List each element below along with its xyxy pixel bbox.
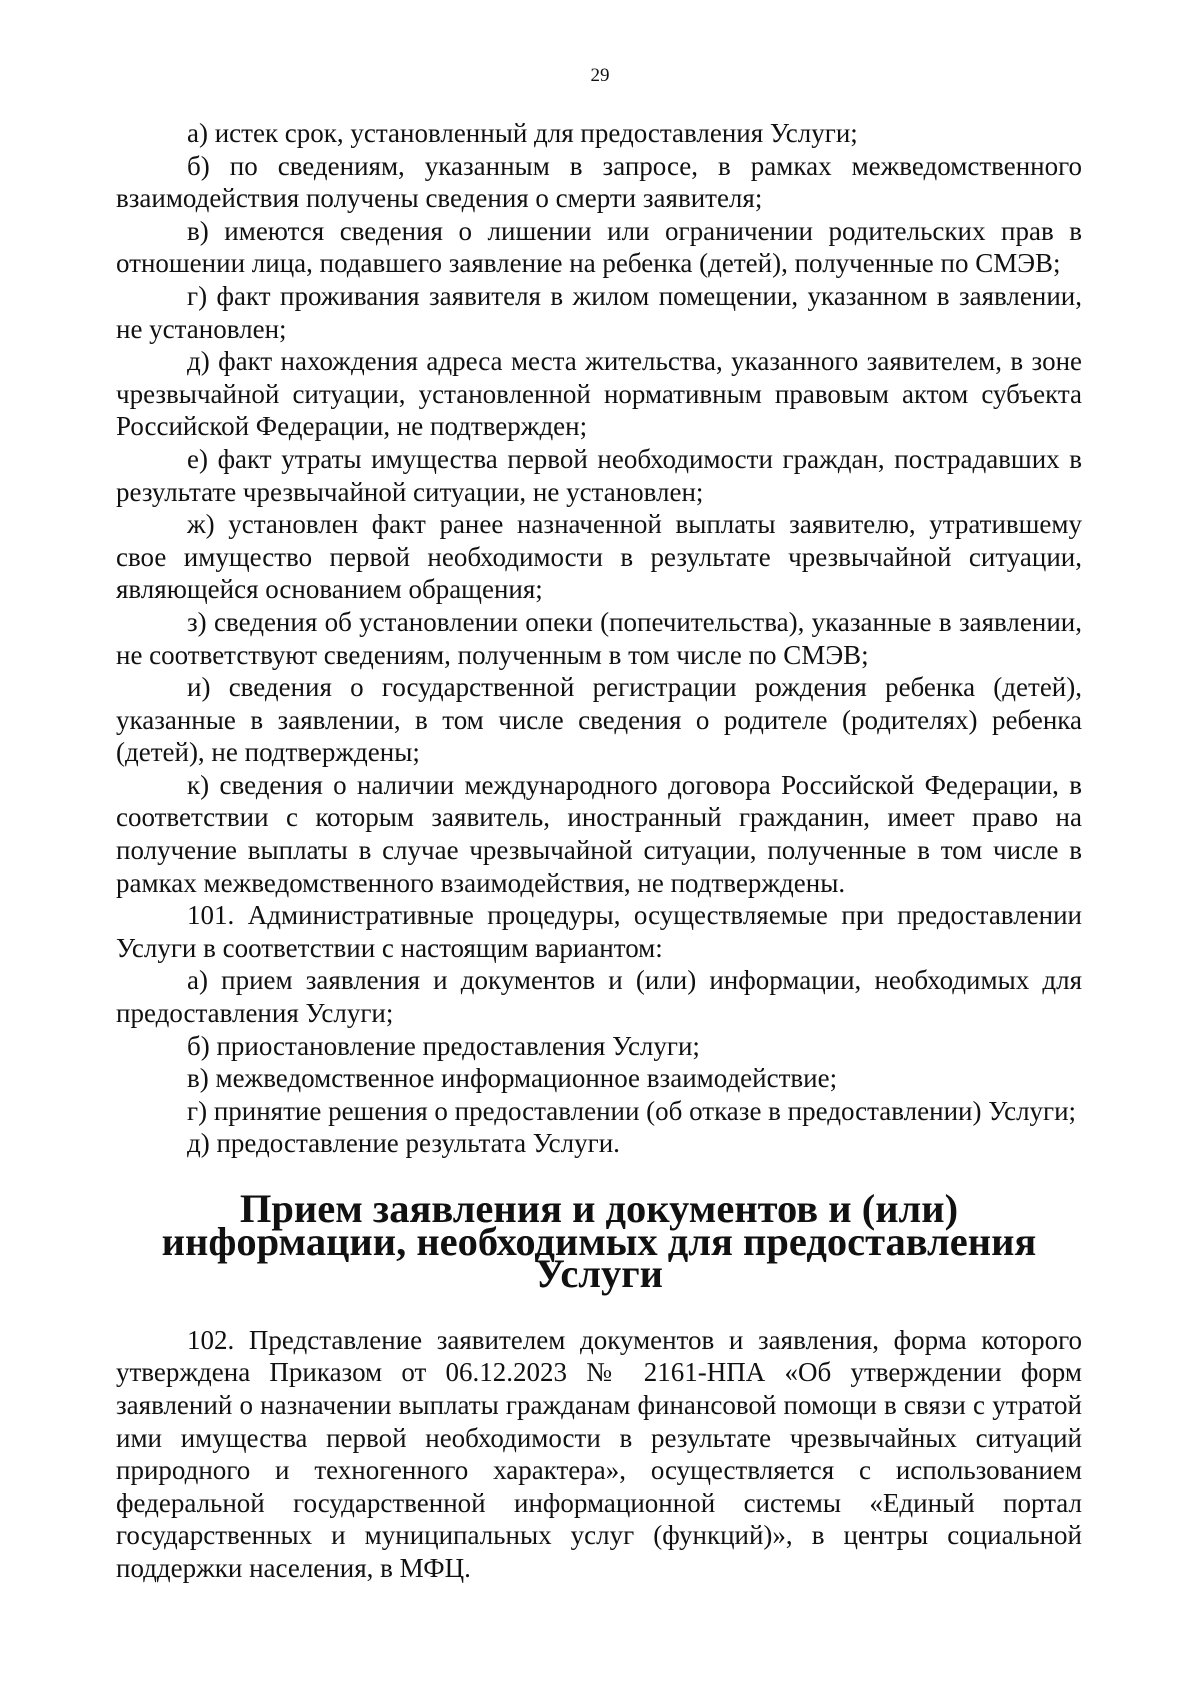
list-item-zh: ж) установлен факт ранее назначенной выплаты заявителю, утратившему свое имущество первой необходимости в результате чрезвычайной ситуации, являющейся основанием обращения; — [116, 509, 1082, 605]
list-item-k: к) сведения о наличии международного договора Российской Федерации, в соответствии с которым заявитель, иностранный гражданин, имеет право на получение выплаты в случае чрезвычайной ситуации, полученные в том числе в рамках межведомственного взаимодействия, не подтверждены. — [116, 769, 1082, 898]
clause-102: 102. Представление заявителем документов и заявления, форма которого утверждена Приказом от 06.12.2023 № 2161-НПА «Об утверждении форм заявлений о назначении выплаты гражданам финансовой помощи в связи с утратой ими имущества первой необходимости в результате чрезвычайных ситуаций природного и техногенного характера», осуществляется с использованием федеральной государственной информационной системы «Единый портал государственных и муниципальных услуг (функций)», в центры социальной поддержки населения, в МФЦ. — [116, 1324, 1082, 1583]
list-item-b: б) по сведениям, указанным в запросе, в рамках межведомственного взаимодействия получены сведения о смерти заявителя; — [116, 150, 1082, 214]
list-item-g: г) факт проживания заявителя в жилом помещении, указанном в заявлении, не установлен; — [116, 280, 1082, 344]
clause-101: 101. Административные процедуры, осуществляемые при предоставлении Услуги в соответствии с настоящим вариантом: — [116, 900, 1082, 963]
procedure-item-b: б) приостановление предоставления Услуги; — [187, 1030, 700, 1061]
procedure-item-a: а) прием заявления и документов и (или) информации, необходимых для предоставления Услуги; — [116, 965, 1082, 1029]
list-item-d: д) факт нахождения адреса места жительства, указанного заявителем, в зоне чрезвычайной ситуации, установленной нормативным правовым актом субъекта Российской Федерации, не подтвержден; — [116, 346, 1082, 442]
procedure-item-v: в) межведомственное информационное взаимодействие; — [187, 1063, 838, 1094]
procedure-item-d: д) предоставление результата Услуги. — [187, 1128, 620, 1159]
procedure-item-g: г) принятие решения о предоставлении (об отказе в предоставлении) Услуги; — [187, 1095, 1077, 1126]
page-number: 29 — [590, 65, 610, 86]
list-item-e: е) факт утраты имущества первой необходимости граждан, пострадавших в результате чрезвычайной ситуации, не установлен; — [116, 443, 1082, 507]
list-item-i: и) сведения о государственной регистрации рождения ребенка (детей), указанные в заявлении, в том числе сведения о родителе (родителях) ребенка (детей), не подтверждены; — [116, 672, 1082, 768]
list-item-z: з) сведения об установлении опеки (попечительства), указанные в заявлении, не соответствуют сведениям, полученным в том числе по СМЭВ; — [116, 606, 1082, 670]
list-item-v: в) имеются сведения о лишении или ограничении родительских прав в отношении лица, подавшего заявление на ребенка (детей), полученные по СМЭВ; — [116, 215, 1082, 279]
list-item-a: а) истек срок, установленный для предоставления Услуги; — [187, 118, 858, 148]
section-heading: Прием заявления и документов и (или) информации, необходимых для предоставления Услуги — [161, 1186, 1037, 1297]
document-body — [116, 117, 1082, 1585]
